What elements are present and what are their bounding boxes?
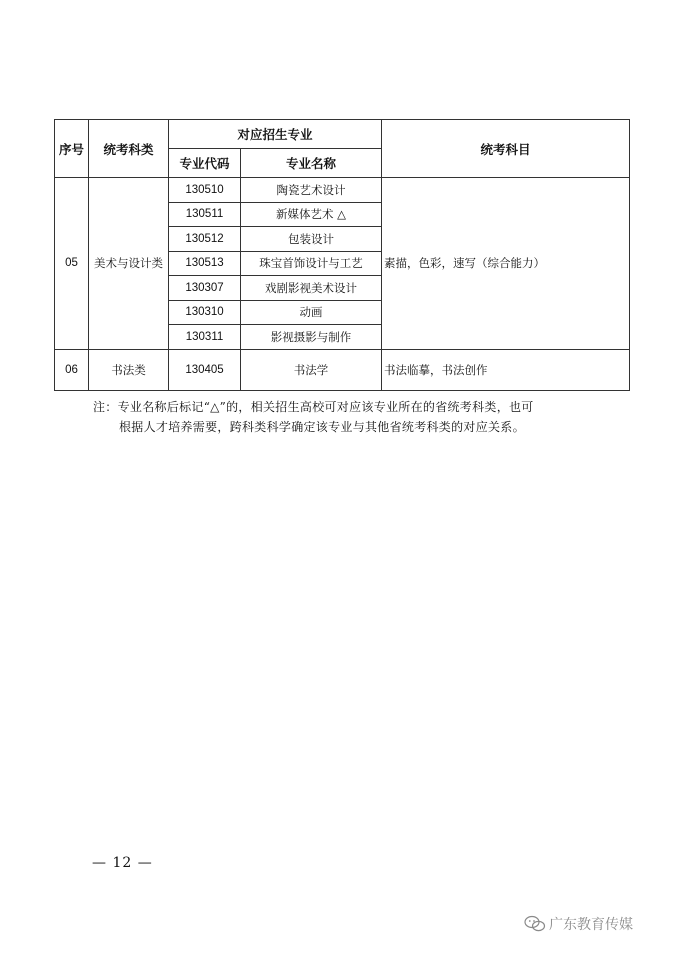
watermark-text: 广东教育传媒 [549, 917, 633, 933]
header-category: 统考科类 [89, 120, 169, 178]
majors-table [54, 119, 630, 391]
table-row [55, 178, 630, 203]
subjects-cell: 书法临摹，书法创作 [382, 349, 630, 390]
seq-cell: 06 [55, 349, 89, 390]
header-code: 专业代码 [169, 149, 241, 178]
major-name-cell: 戏剧影视美术设计 [241, 276, 382, 301]
table-note [93, 397, 653, 437]
page-number: — 12 — [92, 855, 153, 871]
header-name: 专业名称 [241, 149, 382, 178]
major-code-cell: 130405 [169, 349, 241, 390]
seq-cell: 05 [55, 178, 89, 350]
major-name-cell: 珠宝首饰设计与工艺 [241, 251, 382, 276]
note-line-1: 注：专业名称后标记“△”的，相关招生高校可对应该专业所在的省统考科类，也可 [93, 400, 534, 414]
watermark [524, 914, 633, 934]
major-code-cell: 130513 [169, 251, 241, 276]
major-name-cell: 新媒体艺术 △ [241, 202, 382, 227]
table-row [55, 349, 630, 390]
major-code-cell: 130512 [169, 227, 241, 252]
header-seq: 序号 [55, 120, 89, 178]
major-name-cell: 书法学 [241, 349, 382, 390]
major-name-cell: 影视摄影与制作 [241, 325, 382, 350]
wechat-icon [524, 915, 546, 933]
major-code-cell: 130510 [169, 178, 241, 203]
category-cell: 书法类 [89, 349, 169, 390]
header-major-group: 对应招生专业 [169, 120, 382, 149]
category-cell: 美术与设计类 [89, 178, 169, 350]
major-code-cell: 130511 [169, 202, 241, 227]
major-code-cell: 130311 [169, 325, 241, 350]
major-code-cell: 130307 [169, 276, 241, 301]
header-subjects: 统考科目 [382, 120, 630, 178]
major-name-cell: 陶瓷艺术设计 [241, 178, 382, 203]
subjects-cell: 素描，色彩，速写（综合能力） [382, 178, 630, 350]
major-code-cell: 130310 [169, 300, 241, 325]
header-row-1 [55, 120, 630, 149]
major-name-cell: 动画 [241, 300, 382, 325]
note-line-2: 根据人才培养需要，跨科类科学确定该专业与其他省统考科类的对应关系。 [119, 420, 525, 434]
major-name-cell: 包装设计 [241, 227, 382, 252]
